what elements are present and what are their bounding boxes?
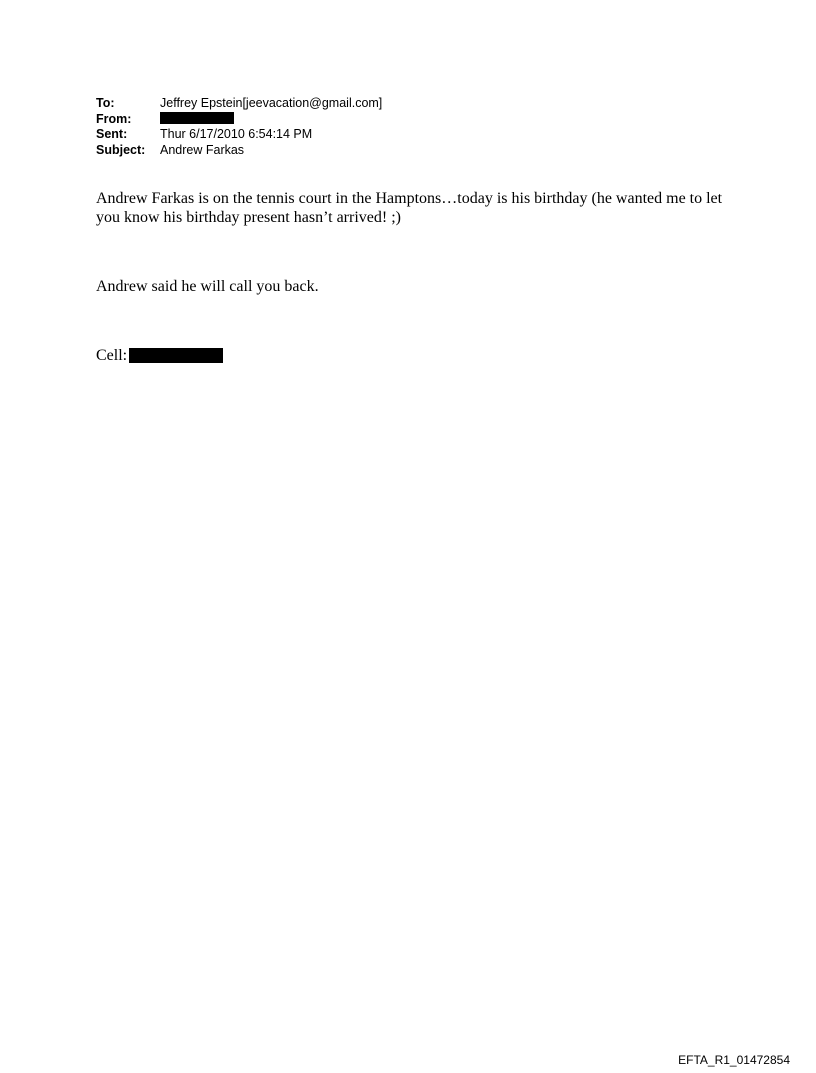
email-header — [96, 96, 382, 158]
subject-row — [96, 143, 382, 159]
cell-line — [96, 346, 736, 365]
from-redaction-box — [160, 112, 234, 124]
body-paragraph-1: Andrew Farkas is on the tennis court in the Hamptons…today is his birthday (he wanted me to let you know his birthday present hasn’t arrived! ;) — [96, 190, 723, 226]
to-row — [96, 96, 382, 112]
sent-label: Sent: — [96, 127, 128, 141]
from-value — [160, 112, 234, 128]
body-paragraph-2: Andrew said he will call you back. — [96, 278, 319, 295]
sent-row — [96, 127, 382, 143]
document-id: EFTA_R1_01472854 — [678, 1053, 790, 1067]
from-row — [96, 112, 382, 128]
from-label: From: — [96, 111, 132, 126]
subject-label: Subject: — [96, 142, 146, 157]
to-label: To: — [96, 96, 115, 110]
cell-label: Cell: — [96, 347, 128, 364]
to-value: Jeffrey Epstein[jeevacation@gmail.com] — [160, 96, 383, 110]
subject-value: Andrew Farkas — [160, 142, 245, 157]
sent-value: Thur 6/17/2010 6:54:14 PM — [160, 127, 313, 141]
cell-redaction-box — [129, 348, 223, 363]
